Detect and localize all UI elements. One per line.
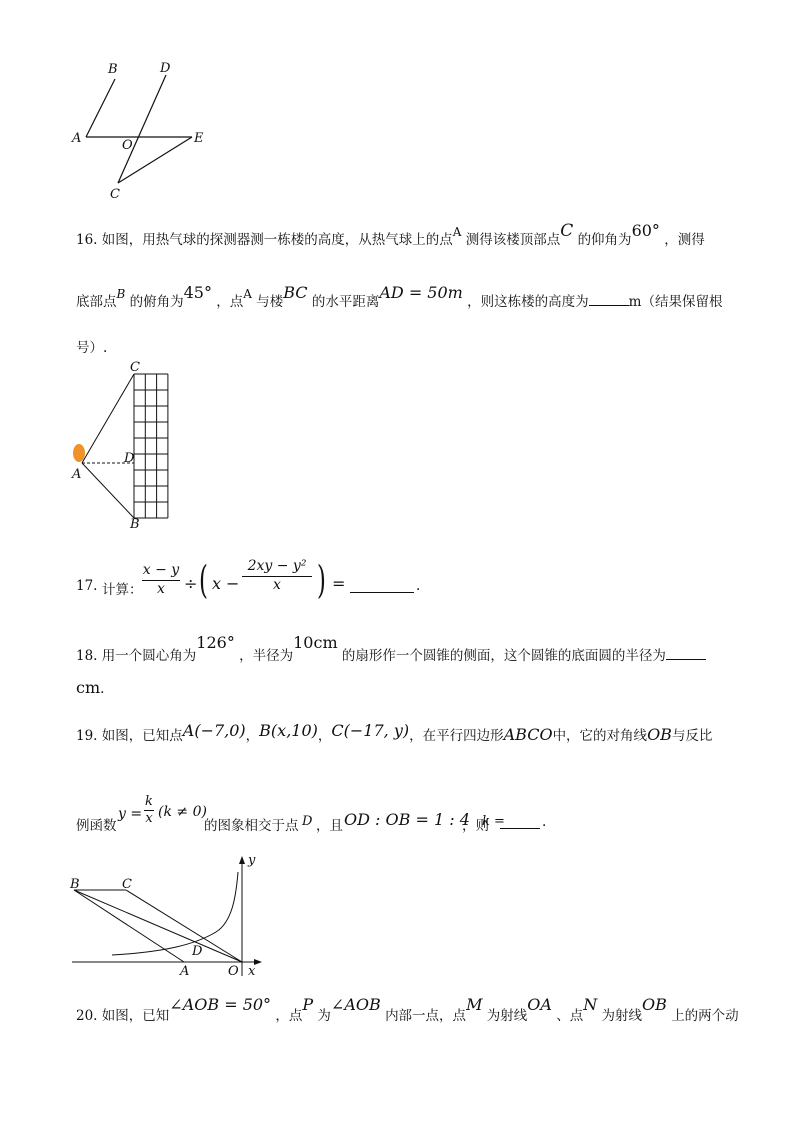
fig15-label-b: B bbox=[108, 62, 118, 77]
q18-line2: cm. bbox=[76, 678, 105, 697]
q16-line3: 号）. bbox=[76, 340, 108, 356]
q16-distance: AD = 50m bbox=[379, 283, 463, 302]
q16-answer-blank bbox=[589, 293, 629, 306]
q19-line2: 例函数 y = k x (k ≠ 0) 的图象相交于点 D ，且 OD : OB = 1 : 4 ，则 k = . bbox=[76, 794, 547, 834]
q19-fraction: k x bbox=[145, 794, 153, 826]
q18-number: 18. bbox=[76, 648, 98, 664]
fig15-label-o: O bbox=[122, 138, 133, 153]
fig19-label-c: C bbox=[122, 877, 132, 892]
hot-air-balloon-icon bbox=[73, 444, 85, 462]
fig15-label-a: A bbox=[72, 131, 82, 146]
fig16-label-c: C bbox=[130, 360, 140, 375]
fig15-label-e: E bbox=[194, 131, 204, 146]
figure-q16 bbox=[68, 358, 188, 530]
q20-angle: ∠AOB = 50° bbox=[169, 995, 272, 1014]
q16-line2: 底部点B 的俯角为45° ，点A 与楼BC 的水平距离AD = 50m ，则这栋楼的高度为 m（结果保留根 bbox=[76, 283, 723, 310]
q16-line1: 16. 如图，用热气球的探测器测一栋楼的高度，从热气球上的点A 测得该楼顶部点C 的仰角为60° ，测得 bbox=[76, 221, 705, 248]
q16-angle-60: 60° bbox=[631, 221, 660, 240]
fig15-label-d: D bbox=[160, 61, 171, 76]
q17-answer-blank bbox=[350, 580, 414, 593]
q17-fraction-2: 2xy − y² x bbox=[242, 558, 312, 593]
figure-q19 bbox=[66, 852, 276, 980]
fig19-label-d: D bbox=[192, 944, 203, 959]
q18-angle: 126° bbox=[196, 633, 235, 652]
q16-number: 16. bbox=[76, 232, 98, 248]
q16-point-a: A bbox=[452, 225, 462, 239]
figure-q15 bbox=[60, 55, 220, 205]
fig19-label-o: O bbox=[228, 964, 239, 979]
q18-answer-blank bbox=[666, 647, 706, 660]
fig16-label-d: D bbox=[124, 451, 135, 466]
q19-number: 19. bbox=[76, 728, 98, 744]
q20-line1: 20. 如图，已知∠AOB = 50° ，点P 为∠AOB 内部一点，点M 为射线OA 、点N 为射线OB 上的两个动 bbox=[76, 995, 739, 1024]
q19-line1: 19. 如图，已知点A(−7,0)，B(x,10)，C(−17, y)，在平行四边形ABCO中，它的对角线OB与反比 bbox=[76, 721, 713, 744]
q17-fraction-1: x − y x bbox=[142, 562, 180, 597]
fig19-label-b: B bbox=[70, 877, 80, 892]
q18-line1: 18. 用一个圆心角为126° ，半径为10cm 的扇形作一个圆锥的侧面，这个圆锥的底面圆的半径为 bbox=[76, 644, 706, 664]
fig19-label-x: x bbox=[248, 964, 256, 979]
q18-radius: 10cm bbox=[293, 633, 338, 652]
q19-answer-blank bbox=[500, 816, 540, 829]
fig19-label-a: A bbox=[180, 964, 190, 979]
q16-point-c: C bbox=[560, 221, 574, 241]
fig19-label-y: y bbox=[248, 853, 256, 868]
fig15-label-c: C bbox=[110, 187, 120, 202]
q20-number: 20. bbox=[76, 1008, 98, 1024]
q16-point-b: B bbox=[116, 287, 126, 301]
q16-angle-45: 45° bbox=[183, 283, 212, 302]
fig16-label-a: A bbox=[72, 467, 82, 482]
q17-number: 17. bbox=[76, 578, 98, 594]
fig16-label-b: B bbox=[130, 517, 140, 530]
